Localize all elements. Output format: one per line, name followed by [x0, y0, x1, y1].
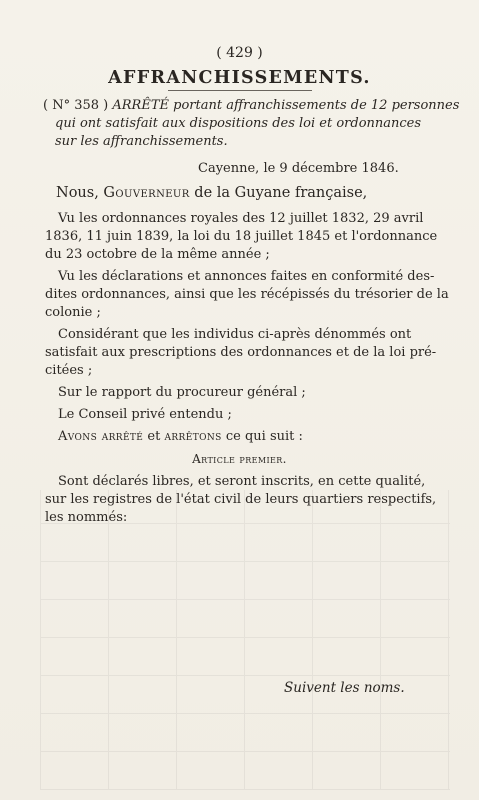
p3-line-1: Considérant que les individus ci-après dénommés ont	[58, 327, 412, 342]
p2-line-3: colonie ;	[45, 305, 101, 320]
p7-line-3: les nommés:	[45, 510, 128, 525]
p1-line-1: Vu les ordonnances royales des 12 juillet 1832, 29 avril	[58, 211, 424, 226]
article-heading: Article premier.	[192, 452, 287, 466]
decree-number: ( N° 358 )	[43, 98, 113, 113]
p4-line: Sur le rapport du procureur général ;	[58, 385, 306, 400]
section-heading: AFFRANCHISSEMENTS.	[108, 68, 371, 88]
dateline: Cayenne, le 9 décembre 1846.	[198, 161, 399, 176]
p1-line-2: 1836, 11 juin 1839, la loi du 18 juillet 1845 et l'ordonnance	[45, 229, 438, 244]
p7-line-2: sur les registres de l'état civil de leurs quartiers respectifs,	[45, 492, 437, 507]
intro-line-2: qui ont satisfait aux dispositions des loi et ordonnances	[55, 116, 422, 131]
p2-line-1: Vu les déclarations et annonces faites en conformité des-	[58, 269, 435, 284]
p7-line-1: Sont déclarés libres, et seront inscrits, en cette qualité,	[58, 474, 426, 489]
p6-line: Avons arrêté et arrêtons ce qui suit :	[58, 429, 303, 444]
decree-title: ARRÊTÉ portant affranchissements de 12 personnes	[112, 98, 460, 113]
p1-line-3: du 23 octobre de la même année ;	[45, 247, 270, 262]
bleed-through-grid	[40, 490, 450, 790]
p2-line-2: dites ordonnances, ainsi que les récépissés du trésorier de la	[45, 287, 449, 302]
footer-note: Suivent les noms.	[284, 680, 405, 696]
page-number: ( 429 )	[216, 45, 263, 61]
p5-line: Le Conseil privé entendu ;	[58, 407, 232, 422]
intro-line-3: sur les affranchissements.	[55, 134, 228, 149]
p3-line-2: satisfait aux prescriptions des ordonnances et de la loi pré-	[45, 345, 437, 360]
heading-rule	[168, 90, 312, 91]
nous-line: Nous, Gouverneur de la Guyane française,	[56, 185, 368, 201]
intro-line-1	[43, 98, 459, 113]
p3-line-3: citées ;	[45, 363, 93, 378]
